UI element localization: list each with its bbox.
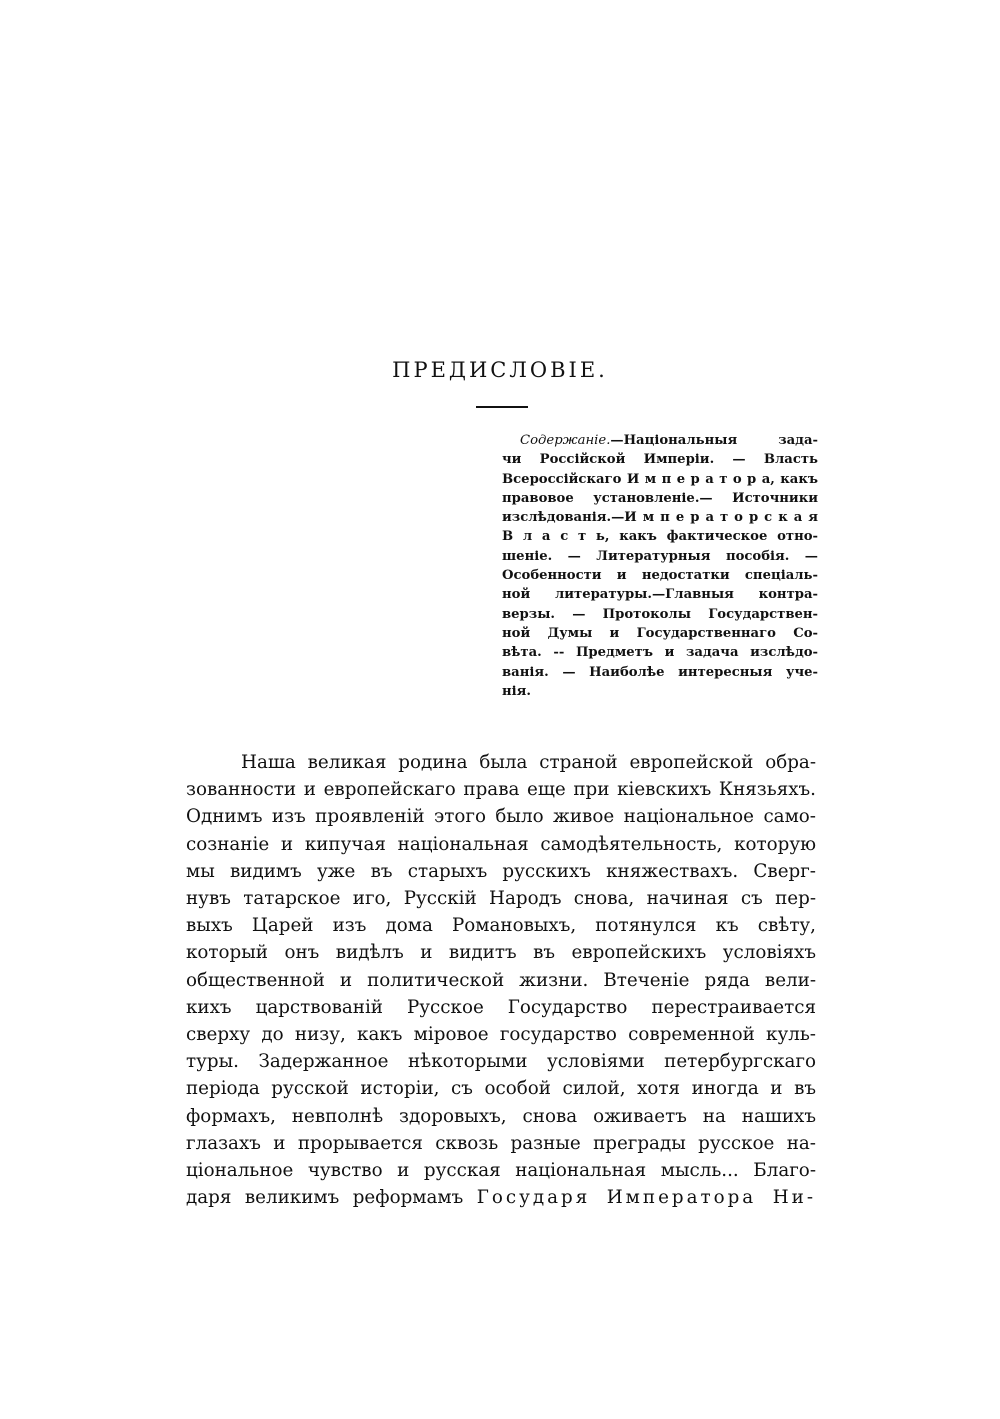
contents-line: чи Россійской Имперіи. — Власть <box>502 452 818 468</box>
body-line: мы видимъ уже въ старыхъ русскихъ княжествахъ. Сверг- <box>186 860 816 882</box>
contents-line: нія. <box>502 683 531 699</box>
body-line: общественной и политической жизни. Втеченіе ряда вели- <box>186 969 816 991</box>
body-line: туры. Задержанное нѣкоторыми условіями петербургскаго <box>186 1051 816 1073</box>
body-line-last <box>186 1184 816 1211</box>
body-line: глазахъ и прорывается сквозь разные преграды русское на- <box>186 1132 816 1154</box>
contents-summary <box>502 431 818 701</box>
body-line: который онъ видѣлъ и видитъ въ европейскихъ условіяхъ <box>186 942 816 964</box>
title-divider <box>476 406 528 408</box>
contents-line: В л а с т ь, какъ фактическое отно- <box>502 529 818 545</box>
body-line: періода русской исторіи, съ особой силой, хотя иногда и въ <box>186 1078 816 1100</box>
body-line-emphasis: Государя Императора Ни- <box>476 1187 816 1209</box>
contents-line: Всероссійскаго И м п е р а т о р а, какъ <box>502 471 818 487</box>
contents-line: шеніе. — Литературныя пособія. — <box>502 548 818 564</box>
body-line: формахъ, невполнѣ здоровыхъ, снова оживаетъ на нашихъ <box>186 1105 816 1127</box>
body-line: ціональное чувство и русская національная мысль... Благо- <box>186 1160 816 1182</box>
contents-line: ной Думы и Государственнаго Со- <box>502 625 818 641</box>
contents-line: изслѣдованія.—И м п е р а т о р с к а я <box>502 510 818 526</box>
contents-line: вѣта. -- Предметъ и задача изслѣдо- <box>502 645 818 661</box>
body-line: Наша великая родина была страной европейской обра- <box>241 752 816 773</box>
contents-line: Особенности и недостатки спеціаль- <box>502 568 818 584</box>
contents-line <box>502 431 818 450</box>
body-line: нувъ татарское иго, Русскій Народъ снова, начиная съ пер- <box>186 888 816 910</box>
body-line: сознаніе и кипучая національная самодѣятельность, которую <box>186 833 816 855</box>
body-line: сверху до низу, какъ міровое государство современной куль- <box>186 1024 816 1046</box>
body-line: кихъ царствованій Русское Государство перестраивается <box>186 996 816 1018</box>
contents-label: Содержаніе. <box>520 433 611 448</box>
body-line: выхъ Царей изъ дома Романовыхъ, потянулся къ свѣту, <box>186 915 816 937</box>
contents-line: правовое установленіе.— Источники <box>502 490 818 506</box>
body-line-text: даря великимъ реформамъ <box>186 1187 477 1209</box>
contents-line: ванія. — Наиболѣе интересныя уче- <box>502 664 818 680</box>
body-paragraph <box>186 749 816 1211</box>
contents-line: ной литературы.—Главныя контра- <box>502 587 818 603</box>
body-line: зованности и европейскаго права еще при кіевскихъ Князьяхъ. <box>186 779 816 801</box>
body-line: Однимъ изъ проявленій этого было живое національное само- <box>186 806 816 828</box>
page-title: ПРЕДИСЛОВІЕ. <box>392 358 608 382</box>
contents-line-text: —Національныя зада- <box>610 433 818 448</box>
contents-line: верзы. — Протоколы Государствен- <box>502 606 818 622</box>
